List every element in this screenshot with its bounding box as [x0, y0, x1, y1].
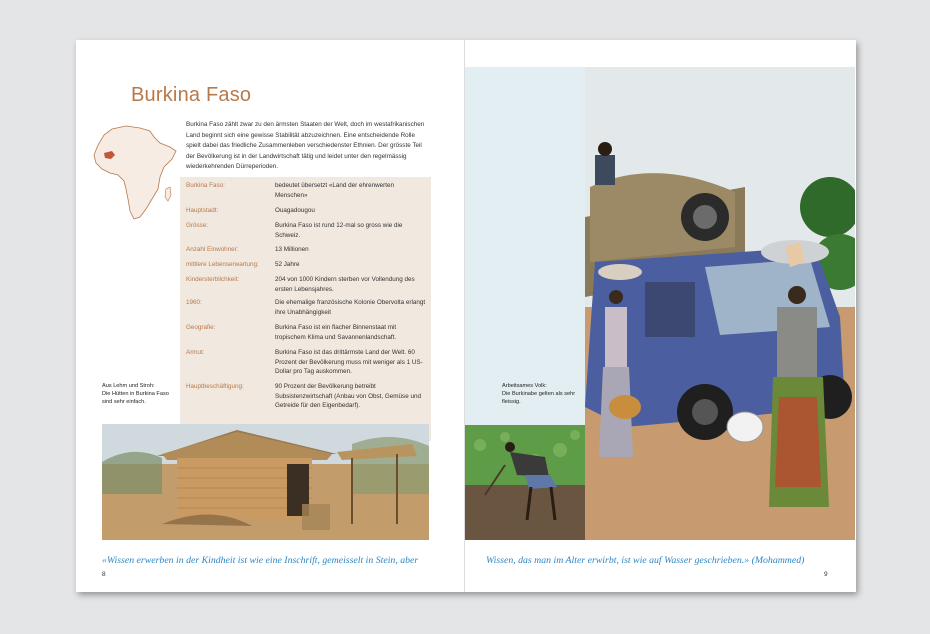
- caption-title: Arbeitsames Volk:: [502, 383, 547, 389]
- page-number-right: 9: [824, 571, 828, 578]
- fact-label: Hauptstadt:: [186, 207, 219, 214]
- mud-hut-illustration: [102, 424, 429, 540]
- fact-value: Burkina Faso ist das drittärmste Land der Welt. 60 Prozent der Bevölkerung muss mit weniger als 1 US-Dollar pro Tag auskommen.: [275, 349, 423, 376]
- intro-paragraph: Burkina Faso zählt zwar zu den ärmsten Staaten der Welt, doch im westafrikanischen Land beginnt sich eine gewisse Stabilität abzuzeichnen. Eine entscheidende Rolle spielt dabei das friedliche Zusammenleben verschiedenster Ethnien. Der grösste Teil der Bevölkerung ist in der Landwirtschaft tätig und leidet unter den regelmässig wiederkehrenden Dürreperioden.: [186, 121, 425, 171]
- fact-value: 13 Millionen: [275, 246, 309, 253]
- caption-text: Die Burkinabe gelten als sehr fleissig.: [502, 391, 576, 406]
- farmer-illustration: [465, 425, 585, 540]
- fact-label: Kindersterblichkeit:: [186, 276, 240, 283]
- fact-value: bedeutet übersetzt «Land der ehrenwerten Menschen»: [275, 182, 395, 199]
- fact-label: Grösse:: [186, 222, 209, 229]
- caption-title: Aus Lehm und Stroh:: [102, 383, 155, 389]
- fact-value: Ouagadougou: [275, 207, 315, 214]
- caption-text: Die Hütten in Burkina Faso sind sehr einfach.: [102, 391, 169, 406]
- fact-label: Hauptbeschäftigung:: [186, 383, 244, 390]
- mud-hut-photo: [102, 424, 429, 540]
- fact-value: 204 von 1000 Kindern sterben vor Vollendung des ersten Lebensjahres.: [275, 276, 415, 293]
- photo-caption-left: [102, 382, 174, 407]
- farmer-field-photo: [465, 425, 585, 540]
- magazine-spread: [76, 40, 856, 592]
- fact-label: Geografie:: [186, 324, 216, 331]
- fact-label: Burkina Faso:: [186, 182, 225, 189]
- fact-label: Armut:: [186, 349, 205, 356]
- fact-label: Anzahl Einwohner:: [186, 246, 239, 253]
- fact-value: 52 Jahre: [275, 261, 300, 268]
- fact-value: Burkina Faso ist rund 12-mal so gross wie die Schweiz.: [275, 222, 403, 239]
- quote-right: Wissen, das man im Alter erwirbt, ist wie auf Wasser geschrieben.» (Mohammed): [486, 555, 805, 566]
- fact-value: Burkina Faso ist ein flacher Binnenstaat mit tropischem Klima und Savannenlandschaft.: [275, 324, 397, 341]
- quote-left: «Wissen erwerben in der Kindheit ist wie eine Inschrift, gemeisselt in Stein, aber: [102, 555, 419, 566]
- fact-value: Die ehemalige französische Kolonie Obervolta erlangt ihre Unabhängigkeit: [275, 299, 426, 316]
- facts-box: [180, 177, 431, 441]
- fact-label: mittlere Lebenserwartung:: [186, 261, 259, 268]
- page-title: Burkina Faso: [131, 84, 252, 106]
- photo-caption-right: [502, 382, 582, 407]
- fact-label: 1960:: [186, 299, 202, 306]
- fact-value: 90 Prozent der Bevölkerung betreibt Subsistenzwirtschaft (Anbau von Obst, Gemüse und Getreide für den Eigenbedarf).: [275, 383, 421, 410]
- sky-panel: [465, 67, 587, 425]
- market-van-illustration: [585, 67, 855, 540]
- africa-map-icon: [90, 123, 178, 223]
- page-number-left: 8: [102, 571, 106, 578]
- market-van-photo: [585, 67, 855, 540]
